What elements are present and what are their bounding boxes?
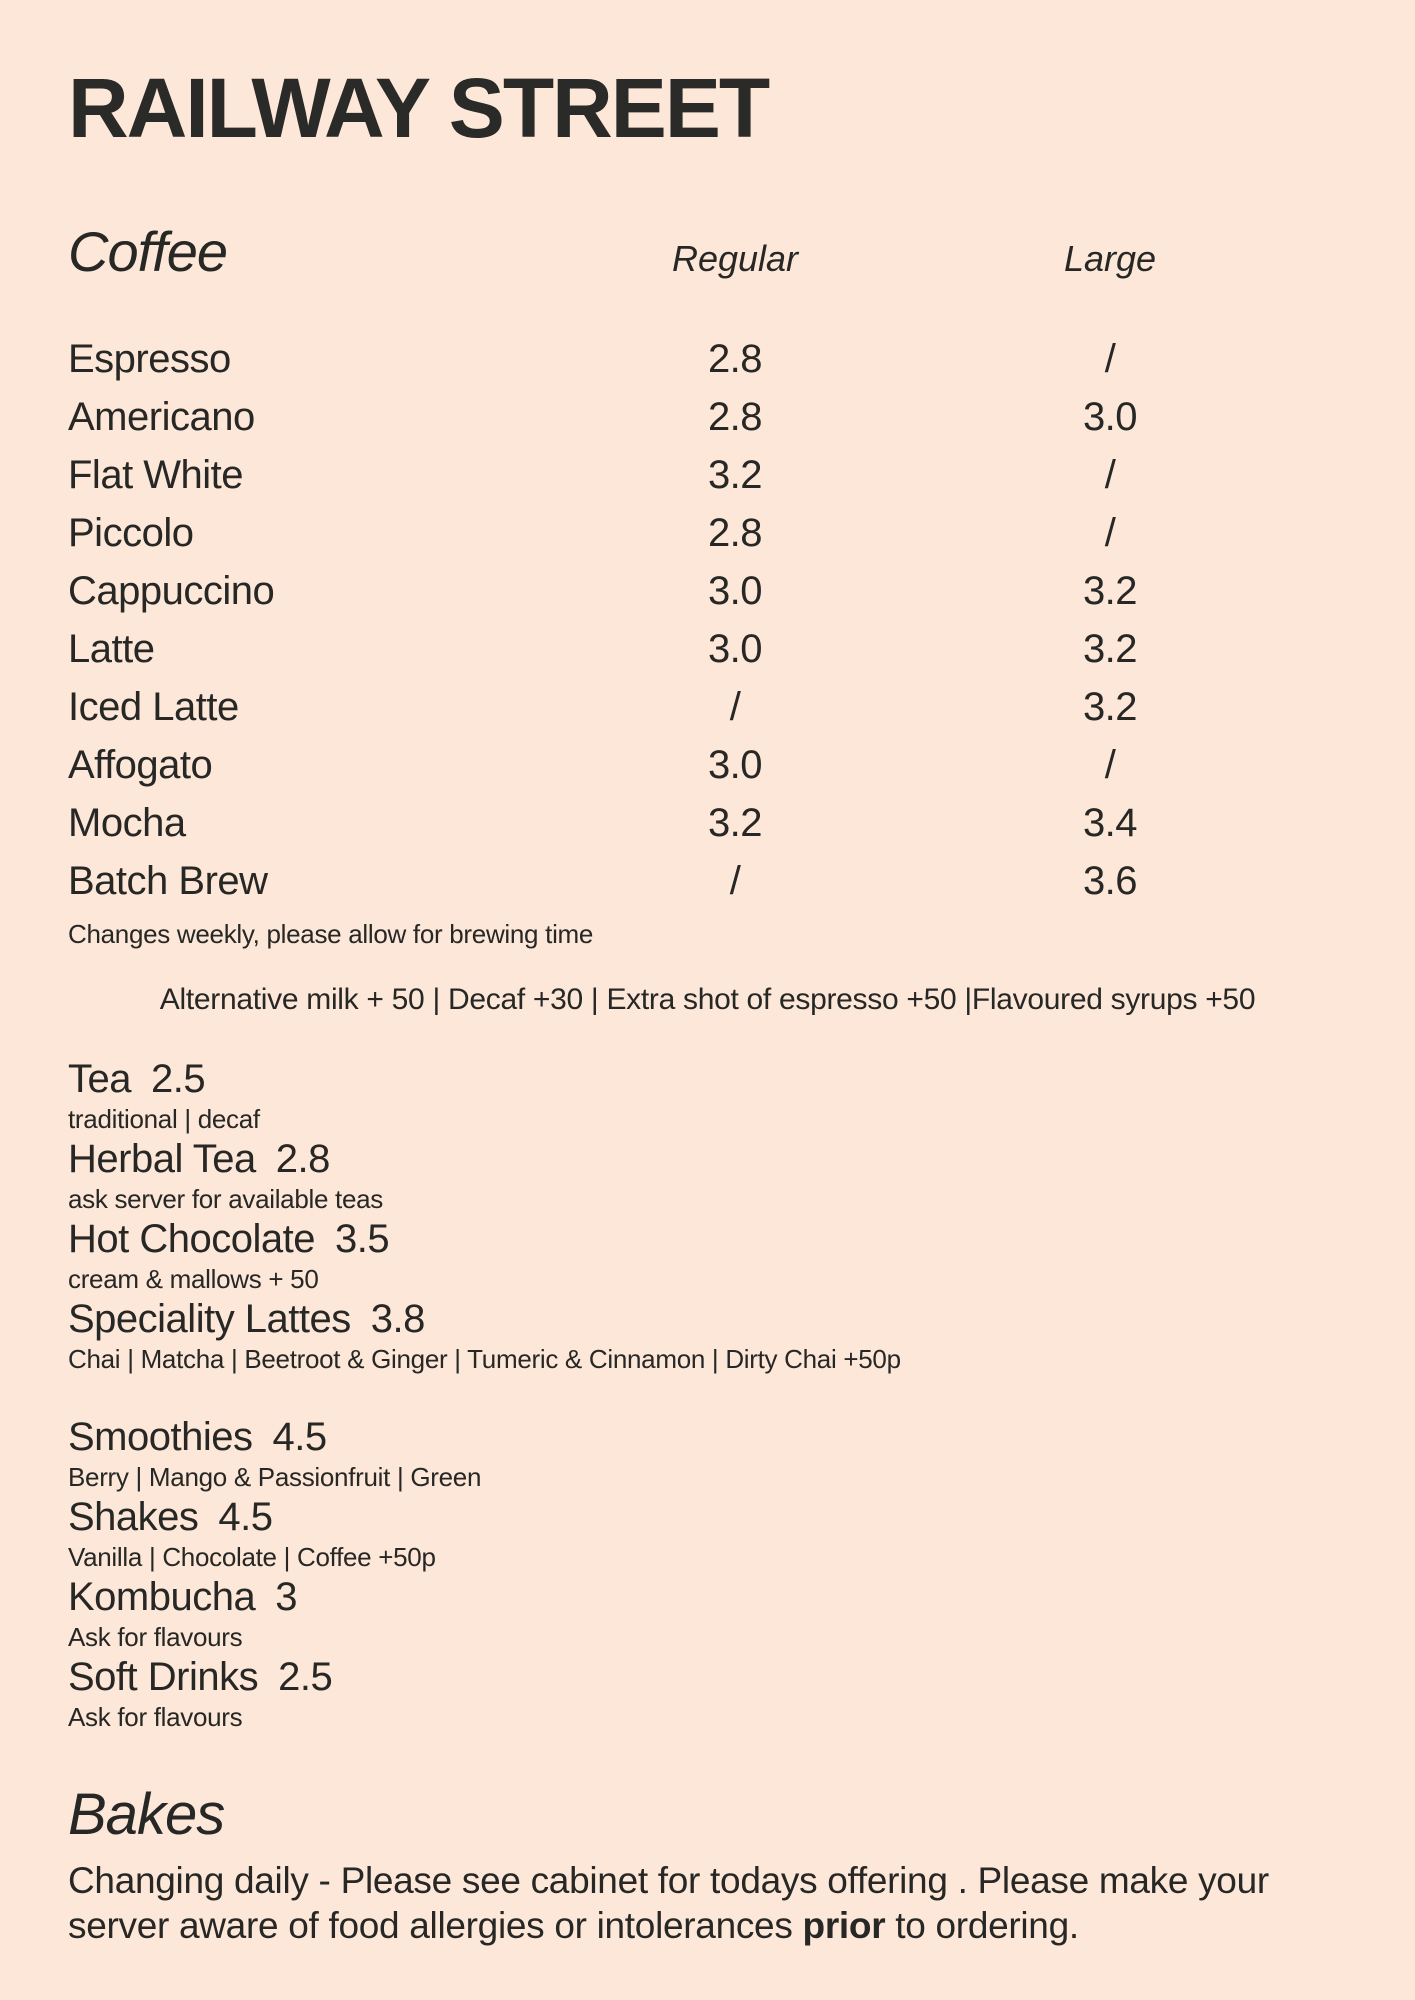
cold-drinks-section bbox=[68, 1412, 1347, 1732]
item-price-large: 3.0 bbox=[1082, 395, 1138, 439]
item-name: Batch Brew bbox=[68, 859, 268, 903]
table-row bbox=[68, 620, 1347, 678]
bakes-heading: Bakes bbox=[68, 1782, 225, 1847]
table-row bbox=[68, 388, 1347, 446]
item-price-regular: 3.0 bbox=[707, 743, 763, 787]
item-name: Tea bbox=[68, 1057, 131, 1101]
item-name: Speciality Lattes bbox=[68, 1297, 351, 1341]
item-price-large: 3.4 bbox=[1082, 801, 1138, 845]
item-price-large: 3.2 bbox=[1082, 569, 1138, 613]
item-name: Piccolo bbox=[68, 511, 194, 555]
item-price-regular: 3.2 bbox=[707, 801, 763, 845]
bakes-section bbox=[68, 1784, 1347, 1948]
item-name: Kombucha bbox=[68, 1575, 256, 1619]
column-header-large: Large bbox=[1063, 238, 1157, 279]
item-price-large: / bbox=[1104, 337, 1116, 381]
item-name: Cappuccino bbox=[68, 569, 275, 613]
item-name: Mocha bbox=[68, 801, 186, 845]
item-price-regular: / bbox=[729, 685, 741, 729]
item-price-large: 3.2 bbox=[1082, 627, 1138, 671]
list-item bbox=[68, 1572, 1347, 1652]
item-name: Shakes bbox=[68, 1495, 199, 1539]
item-name: Hot Chocolate bbox=[68, 1217, 315, 1261]
column-header-regular: Regular bbox=[671, 238, 799, 279]
item-price: 2.5 bbox=[278, 1655, 333, 1699]
item-price-regular: 2.8 bbox=[707, 337, 763, 381]
coffee-price-table bbox=[68, 330, 1347, 950]
table-row bbox=[68, 678, 1347, 736]
table-row bbox=[68, 504, 1347, 562]
item-name: Soft Drinks bbox=[68, 1655, 259, 1699]
hot-drinks-section bbox=[68, 1054, 1347, 1374]
list-item bbox=[68, 1412, 1347, 1492]
item-name: Affogato bbox=[68, 743, 213, 787]
list-item bbox=[68, 1134, 1347, 1214]
batch-brew-note: Changes weekly, please allow for brewing time bbox=[68, 919, 594, 949]
item-note: Chai | Matcha | Beetroot & Ginger | Tumeric & Cinnamon | Dirty Chai +50p bbox=[68, 1344, 901, 1374]
coffee-extras-line: Alternative milk + 50 | Decaf +30 | Extra shot of espresso +50 |Flavoured syrups +50 bbox=[159, 983, 1256, 1016]
list-item bbox=[68, 1054, 1347, 1134]
item-price-large: / bbox=[1104, 511, 1116, 555]
item-price-large: / bbox=[1104, 743, 1116, 787]
item-name: Herbal Tea bbox=[68, 1137, 256, 1181]
list-item bbox=[68, 1294, 1347, 1374]
item-note: Ask for flavours bbox=[68, 1622, 243, 1652]
list-item bbox=[68, 1214, 1347, 1294]
item-name: Flat White bbox=[68, 453, 244, 497]
item-price: 4.5 bbox=[272, 1415, 327, 1459]
item-note: Ask for flavours bbox=[68, 1702, 243, 1732]
item-price-regular: 2.8 bbox=[707, 511, 763, 555]
table-row bbox=[68, 330, 1347, 388]
bakes-bold-word: prior bbox=[802, 1905, 886, 1946]
list-item bbox=[68, 1492, 1347, 1572]
item-price: 2.5 bbox=[151, 1057, 206, 1101]
item-price-regular: 3.0 bbox=[707, 569, 763, 613]
item-price-large: 3.6 bbox=[1082, 859, 1138, 903]
item-price-regular: 3.0 bbox=[707, 627, 763, 671]
table-row bbox=[68, 794, 1347, 852]
item-note: cream & mallows + 50 bbox=[68, 1264, 319, 1294]
table-row bbox=[68, 736, 1347, 794]
item-price-large: 3.2 bbox=[1082, 685, 1138, 729]
coffee-heading: Coffee bbox=[68, 220, 227, 283]
item-price: 2.8 bbox=[275, 1137, 330, 1181]
coffee-section-header bbox=[68, 222, 1347, 282]
item-price-large: / bbox=[1104, 453, 1116, 497]
item-name: Smoothies bbox=[68, 1415, 253, 1459]
item-note: Berry | Mango & Passionfruit | Green bbox=[68, 1462, 482, 1492]
item-price-regular: 2.8 bbox=[707, 395, 763, 439]
item-note: Vanilla | Chocolate | Coffee +50p bbox=[68, 1542, 436, 1572]
page-title: RAILWAY STREET bbox=[68, 61, 769, 155]
item-name: Latte bbox=[68, 627, 155, 671]
table-row bbox=[68, 446, 1347, 504]
table-row bbox=[68, 852, 1347, 910]
item-name: Americano bbox=[68, 395, 255, 439]
item-name: Iced Latte bbox=[68, 685, 239, 729]
item-price: 3 bbox=[275, 1575, 297, 1619]
item-note: ask server for available teas bbox=[68, 1184, 384, 1214]
bakes-description: Changing daily - Please see cabinet for todays offering . Please make your server aware of food allergies or intolerances prior to ordering. bbox=[68, 1860, 1269, 1946]
table-row bbox=[68, 562, 1347, 620]
item-price: 3.8 bbox=[370, 1297, 425, 1341]
item-price: 3.5 bbox=[334, 1217, 390, 1261]
item-note: traditional | decaf bbox=[68, 1104, 260, 1134]
item-price-regular: 3.2 bbox=[707, 453, 763, 497]
item-name: Espresso bbox=[68, 337, 231, 381]
item-price-regular: / bbox=[729, 859, 741, 903]
item-price: 4.5 bbox=[218, 1495, 273, 1539]
list-item bbox=[68, 1652, 1347, 1732]
